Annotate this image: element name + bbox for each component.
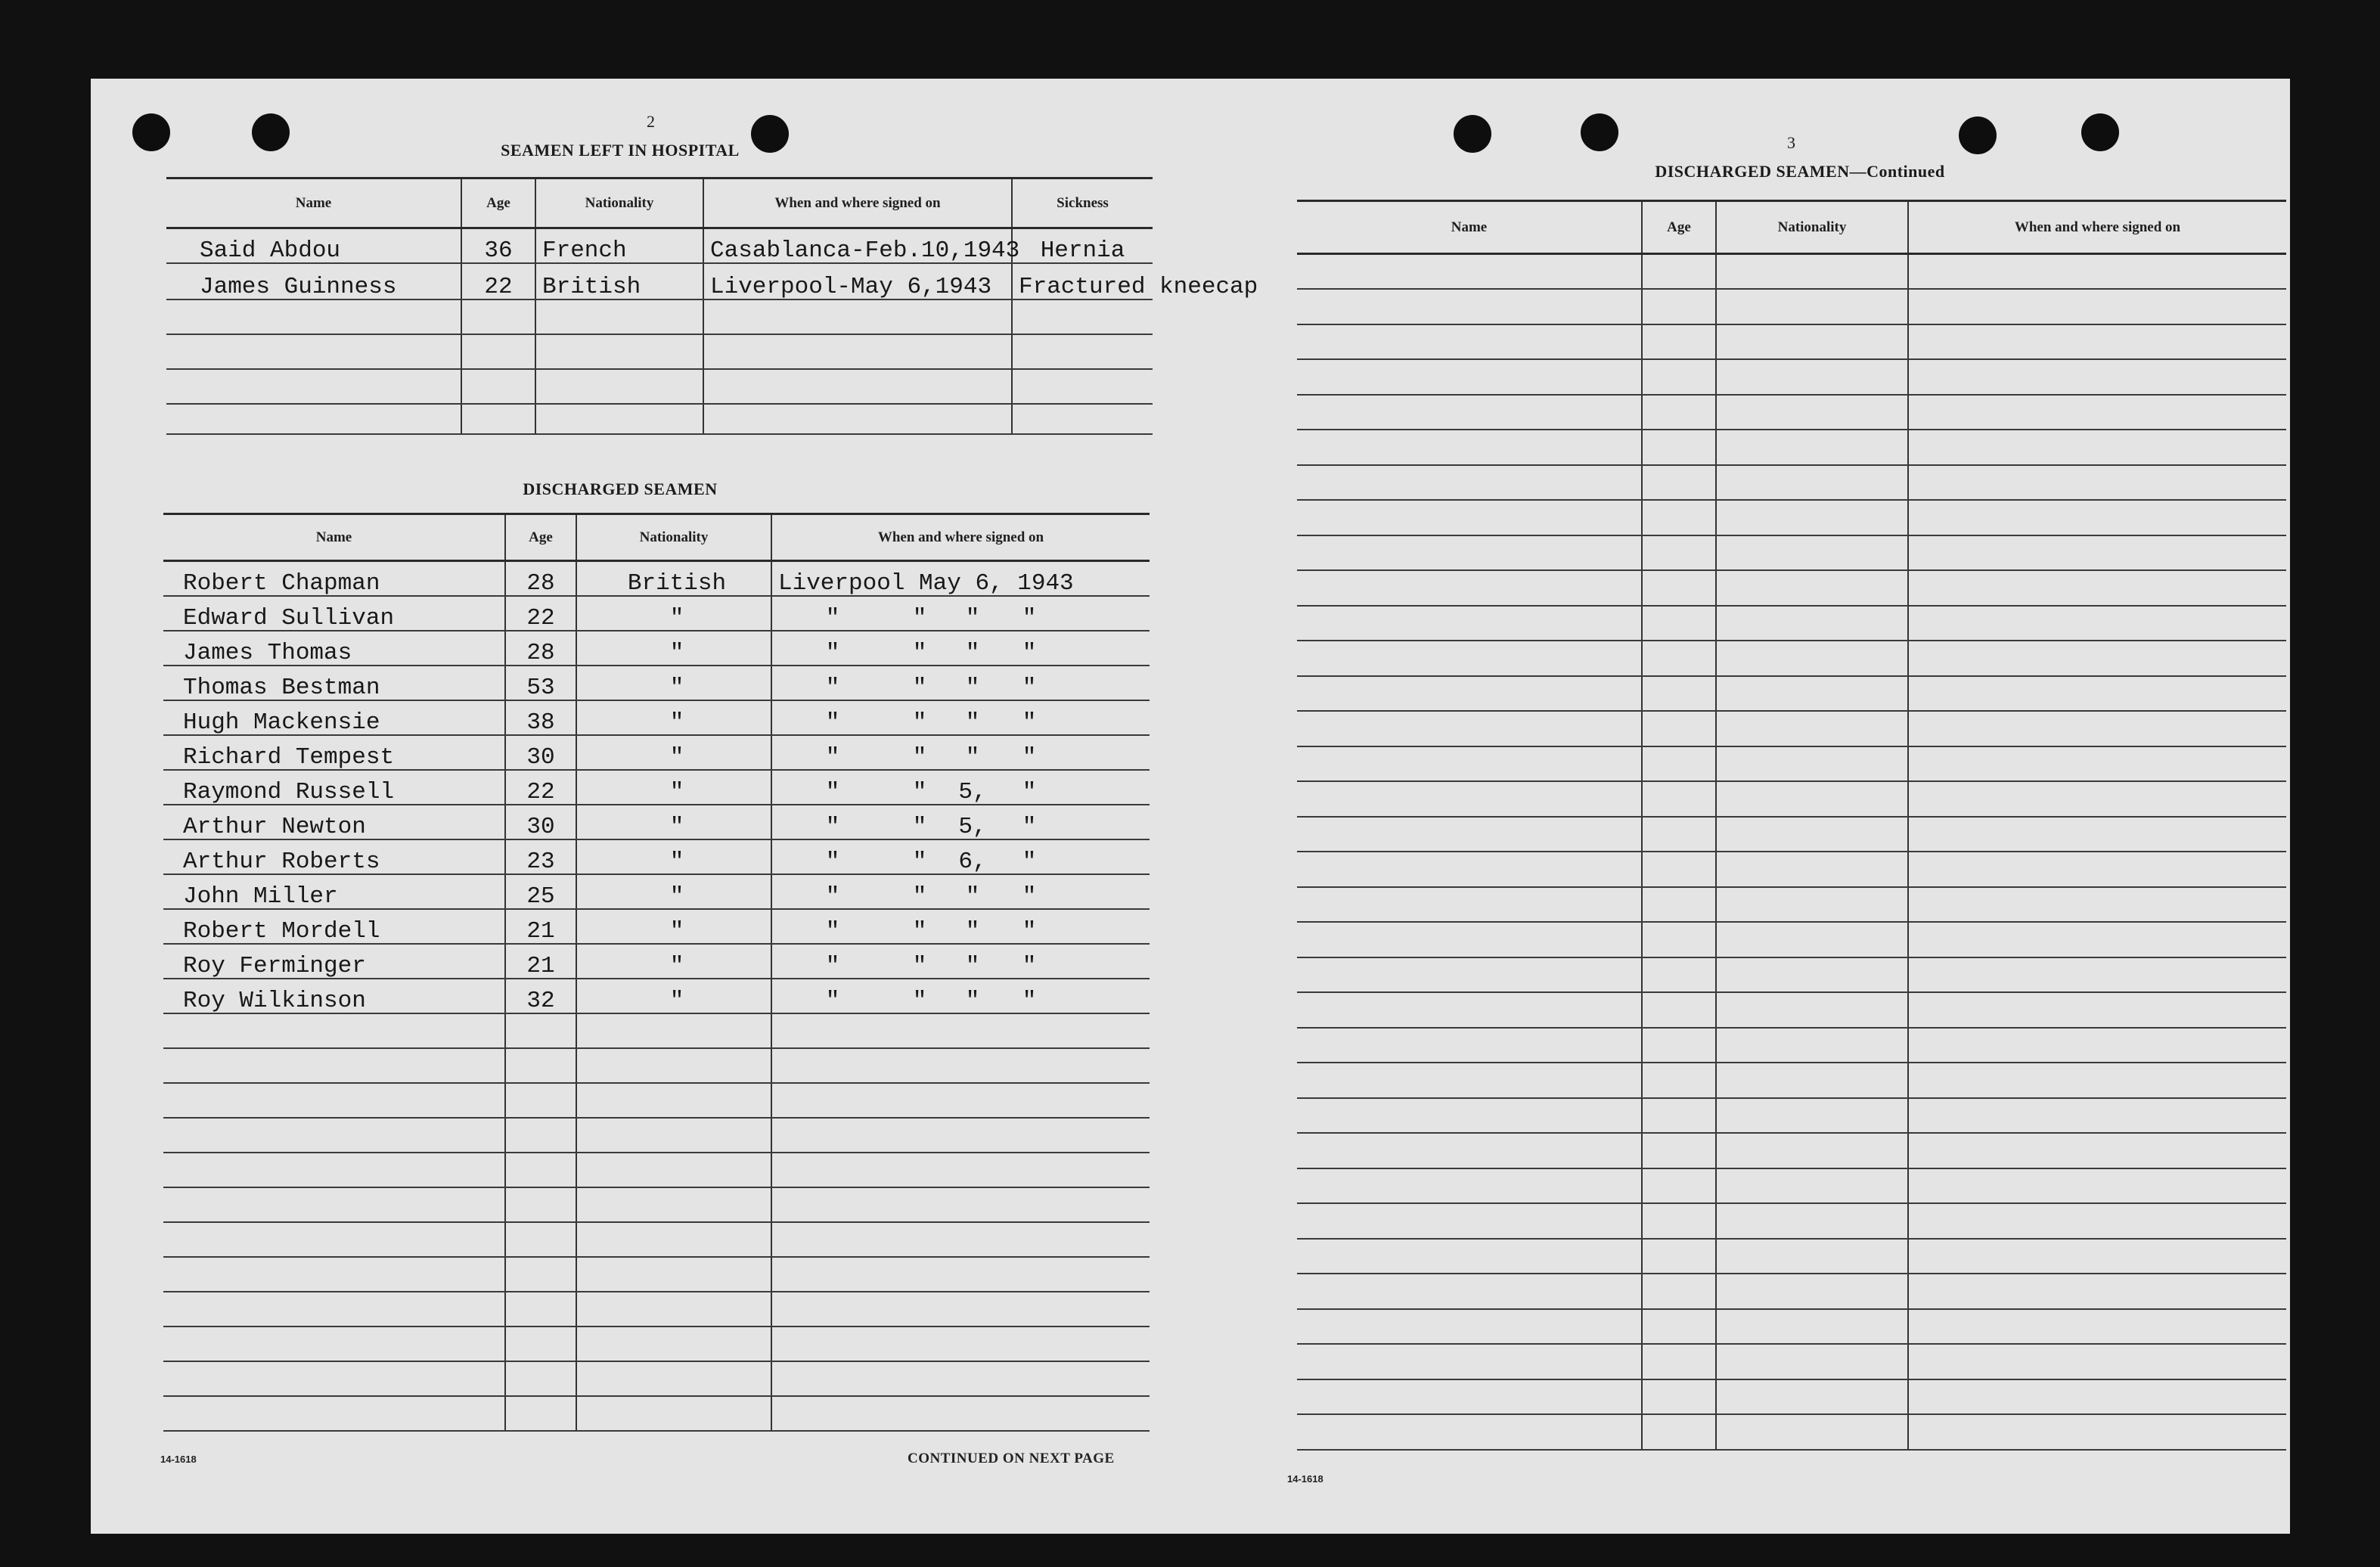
seaman-sickness: Hernia <box>1012 228 1153 263</box>
seaman-age: 22 <box>505 770 576 805</box>
ditto-mark: " <box>825 952 840 979</box>
seaman-nationality: " <box>576 874 771 909</box>
column-header-age: Age <box>505 514 576 561</box>
seaman-age: 21 <box>505 909 576 944</box>
ledger-sheet <box>91 79 2290 1534</box>
ditto-mark: " <box>965 952 980 979</box>
discharged-section-title: DISCHARGED SEAMEN <box>523 479 718 498</box>
page-number-left: 2 <box>647 112 655 131</box>
table-row-empty <box>1297 324 2286 360</box>
ditto-mark: " <box>965 639 980 666</box>
column-header-age: Age <box>461 178 535 228</box>
ditto-mark: 5, <box>958 813 987 840</box>
binder-hole <box>1454 115 1491 153</box>
ditto-mark: " <box>965 709 980 736</box>
table-row <box>163 874 1150 909</box>
seaman-age: 22 <box>505 596 576 631</box>
ditto-mark: " <box>825 917 840 945</box>
seaman-signed-on <box>771 596 1150 631</box>
seaman-age: 38 <box>505 700 576 735</box>
seaman-nationality: French <box>535 228 703 263</box>
table-row-empty <box>163 1013 1150 1048</box>
table-row <box>163 631 1150 666</box>
seaman-name: Edward Sullivan <box>163 596 505 631</box>
seaman-signed-on <box>771 735 1150 770</box>
table-row <box>163 770 1150 805</box>
column-header-name: Name <box>163 514 505 561</box>
table-row-empty <box>1297 359 2286 395</box>
seaman-name: Arthur Roberts <box>163 839 505 874</box>
table-row-empty <box>163 1361 1150 1396</box>
ditto-mark: " <box>1022 987 1037 1014</box>
ditto-mark: " <box>912 709 927 736</box>
table-row-empty <box>1297 395 2286 430</box>
ditto-mark: " <box>912 952 927 979</box>
table-row-empty <box>1297 922 2286 957</box>
table-row-empty <box>163 1257 1150 1292</box>
ditto-mark: " <box>1022 883 1037 910</box>
seaman-signed-on: Liverpool-May 6,1943 <box>703 263 1012 299</box>
seaman-sickness: Fractured kneecap <box>1012 263 1153 299</box>
table-row-empty <box>1297 1274 2286 1309</box>
ditto-mark: " <box>1022 778 1037 805</box>
seaman-name: Robert Chapman <box>163 561 505 596</box>
ditto-mark: " <box>825 639 840 666</box>
ditto-mark: " <box>825 604 840 631</box>
table-row-empty <box>1297 1098 2286 1134</box>
ditto-mark: " <box>965 674 980 701</box>
ditto-mark: " <box>1022 709 1037 736</box>
table-row-empty <box>163 1048 1150 1083</box>
seaman-name: James Thomas <box>163 631 505 666</box>
seaman-age: 21 <box>505 944 576 979</box>
seaman-name: James Guinness <box>166 263 461 299</box>
seaman-nationality: " <box>576 631 771 666</box>
seaman-nationality: British <box>576 561 771 596</box>
form-number-left: 14-1618 <box>160 1454 197 1465</box>
seaman-signed-on <box>771 909 1150 944</box>
ditto-mark: " <box>912 639 927 666</box>
seaman-name: Raymond Russell <box>163 770 505 805</box>
ditto-mark: " <box>825 813 840 840</box>
right-page-title: DISCHARGED SEAMEN—Continued <box>1655 162 1945 181</box>
ditto-mark: " <box>1022 848 1037 875</box>
ditto-mark: " <box>912 848 927 875</box>
table-row-empty <box>1297 992 2286 1028</box>
seaman-age: 36 <box>461 228 535 263</box>
seaman-name: Robert Mordell <box>163 909 505 944</box>
table-row-empty <box>166 299 1153 334</box>
table-row-empty <box>1297 254 2286 290</box>
table-row-empty <box>1297 1168 2286 1204</box>
table-row-empty <box>1297 606 2286 641</box>
ditto-mark: " <box>912 604 927 631</box>
ditto-mark: 6, <box>958 848 987 875</box>
seaman-signed-on <box>771 700 1150 735</box>
seaman-nationality: " <box>576 979 771 1013</box>
discharged-table <box>163 513 1150 1432</box>
binder-hole <box>2081 113 2119 151</box>
ditto-mark: " <box>965 917 980 945</box>
table-row-empty <box>1297 1133 2286 1168</box>
seaman-nationality: " <box>576 735 771 770</box>
seaman-age: 53 <box>505 666 576 700</box>
column-header-signed-on: When and where signed on <box>1908 201 2286 254</box>
table-row-empty <box>1297 430 2286 465</box>
ditto-mark: " <box>825 674 840 701</box>
seaman-nationality: " <box>576 944 771 979</box>
table-row-empty <box>163 1118 1150 1153</box>
seaman-nationality: " <box>576 909 771 944</box>
table-row-empty <box>1297 641 2286 676</box>
table-row <box>163 909 1150 944</box>
seaman-signed-on <box>771 874 1150 909</box>
table-row-empty <box>1297 1414 2286 1450</box>
table-row-empty <box>1297 1239 2286 1274</box>
table-row-empty <box>1297 746 2286 782</box>
seaman-name: John Miller <box>163 874 505 909</box>
ditto-mark: " <box>1022 674 1037 701</box>
seaman-name: Roy Wilkinson <box>163 979 505 1013</box>
table-row-empty <box>1297 500 2286 535</box>
seaman-nationality: British <box>535 263 703 299</box>
ditto-mark: " <box>965 987 980 1014</box>
ditto-mark: " <box>912 778 927 805</box>
table-row <box>163 561 1150 596</box>
hospital-table <box>166 177 1258 435</box>
ditto-mark: " <box>1022 604 1037 631</box>
table-row-empty <box>1297 535 2286 571</box>
seaman-age: 32 <box>505 979 576 1013</box>
column-header-name: Name <box>166 178 461 228</box>
seaman-age: 30 <box>505 805 576 839</box>
binder-hole <box>1581 113 1618 151</box>
table-row-empty <box>1297 817 2286 852</box>
ditto-mark: " <box>1022 917 1037 945</box>
column-header-sickness: Sickness <box>1012 178 1153 228</box>
seaman-signed-on <box>771 631 1150 666</box>
seaman-name: Hugh Mackensie <box>163 700 505 735</box>
table-row-empty <box>1297 887 2286 923</box>
seaman-age: 28 <box>505 631 576 666</box>
table-row-empty <box>1297 289 2286 324</box>
ditto-mark: " <box>1022 639 1037 666</box>
binder-hole <box>252 113 290 151</box>
continued-note: CONTINUED ON NEXT PAGE <box>908 1451 1115 1466</box>
table-row-empty <box>1297 1063 2286 1098</box>
table-row-empty <box>1297 852 2286 887</box>
table-row-empty <box>163 1222 1150 1257</box>
hospital-section-title: SEAMEN LEFT IN HOSPITAL <box>501 141 740 160</box>
seaman-nationality: " <box>576 770 771 805</box>
continued-table <box>1297 200 2286 1451</box>
column-header-age: Age <box>1642 201 1716 254</box>
seaman-signed-on <box>771 770 1150 805</box>
ditto-mark: " <box>912 883 927 910</box>
ditto-mark: " <box>1022 813 1037 840</box>
ditto-mark: " <box>825 778 840 805</box>
table-row <box>166 228 1153 263</box>
column-header-nationality: Nationality <box>1716 201 1908 254</box>
binder-hole <box>132 113 170 151</box>
table-row-empty <box>1297 465 2286 501</box>
column-header-name: Name <box>1297 201 1642 254</box>
ditto-mark: " <box>825 709 840 736</box>
table-row-empty <box>163 1396 1150 1431</box>
table-row-empty <box>1297 1028 2286 1063</box>
binder-hole <box>1959 116 1997 154</box>
table-row <box>163 735 1150 770</box>
seaman-signed-on <box>771 666 1150 700</box>
seaman-signed-on <box>771 805 1150 839</box>
table-row-empty <box>1297 1203 2286 1239</box>
seaman-signed-on <box>771 944 1150 979</box>
table-row <box>166 263 1153 299</box>
table-row-empty <box>1297 711 2286 746</box>
form-number-right: 14-1618 <box>1287 1473 1323 1485</box>
seaman-signed-on <box>771 979 1150 1013</box>
table-row-empty <box>163 1153 1150 1187</box>
seaman-age: 28 <box>505 561 576 596</box>
table-row-empty <box>1297 1344 2286 1379</box>
seaman-name: Arthur Newton <box>163 805 505 839</box>
seaman-nationality: " <box>576 666 771 700</box>
seaman-signed-on: Casablanca-Feb.10,1943 <box>703 228 1012 263</box>
seaman-nationality: " <box>576 700 771 735</box>
ditto-mark: " <box>912 743 927 771</box>
seaman-nationality: " <box>576 596 771 631</box>
column-header-signed-on: When and where signed on <box>771 514 1150 561</box>
table-row-empty <box>1297 1309 2286 1345</box>
ditto-mark: " <box>912 917 927 945</box>
seaman-age: 25 <box>505 874 576 909</box>
seaman-nationality: " <box>576 839 771 874</box>
table-row-empty <box>1297 570 2286 606</box>
column-header-nationality: Nationality <box>535 178 703 228</box>
ditto-mark: " <box>825 743 840 771</box>
table-row <box>163 839 1150 874</box>
ditto-mark: " <box>912 813 927 840</box>
seaman-name: Richard Tempest <box>163 735 505 770</box>
ditto-mark: " <box>965 743 980 771</box>
ditto-mark: " <box>1022 952 1037 979</box>
column-header-signed-on: When and where signed on <box>703 178 1012 228</box>
seaman-nationality: " <box>576 805 771 839</box>
table-row-empty <box>163 1187 1150 1222</box>
ditto-mark: " <box>965 604 980 631</box>
table-row <box>163 944 1150 979</box>
ditto-mark: " <box>912 674 927 701</box>
table-row-empty <box>1297 1379 2286 1415</box>
ditto-mark: " <box>825 848 840 875</box>
seaman-signed-on <box>771 839 1150 874</box>
table-row <box>163 666 1150 700</box>
table-row-empty <box>1297 957 2286 993</box>
table-row <box>163 805 1150 839</box>
table-row-empty <box>1297 781 2286 817</box>
ditto-mark: " <box>912 987 927 1014</box>
ditto-mark: 5, <box>958 778 987 805</box>
ditto-mark: " <box>1022 743 1037 771</box>
table-row-empty <box>166 404 1153 434</box>
seaman-age: 23 <box>505 839 576 874</box>
column-header-nationality: Nationality <box>576 514 771 561</box>
ditto-mark: " <box>965 883 980 910</box>
seaman-name: Said Abdou <box>166 228 461 263</box>
ditto-mark: " <box>825 883 840 910</box>
table-row <box>163 700 1150 735</box>
seaman-name: Roy Ferminger <box>163 944 505 979</box>
seaman-age: 30 <box>505 735 576 770</box>
table-row <box>163 979 1150 1013</box>
seaman-signed-on: Liverpool May 6, 1943 <box>771 561 1150 596</box>
table-row-empty <box>163 1327 1150 1361</box>
seaman-name: Thomas Bestman <box>163 666 505 700</box>
page-number-right: 3 <box>1787 133 1795 152</box>
ditto-mark: " <box>825 987 840 1014</box>
table-row-empty <box>166 369 1153 404</box>
table-row-empty <box>163 1292 1150 1327</box>
table-row-empty <box>1297 676 2286 712</box>
table-row-empty <box>163 1083 1150 1118</box>
seaman-age: 22 <box>461 263 535 299</box>
table-row-empty <box>166 334 1153 369</box>
table-row <box>163 596 1150 631</box>
